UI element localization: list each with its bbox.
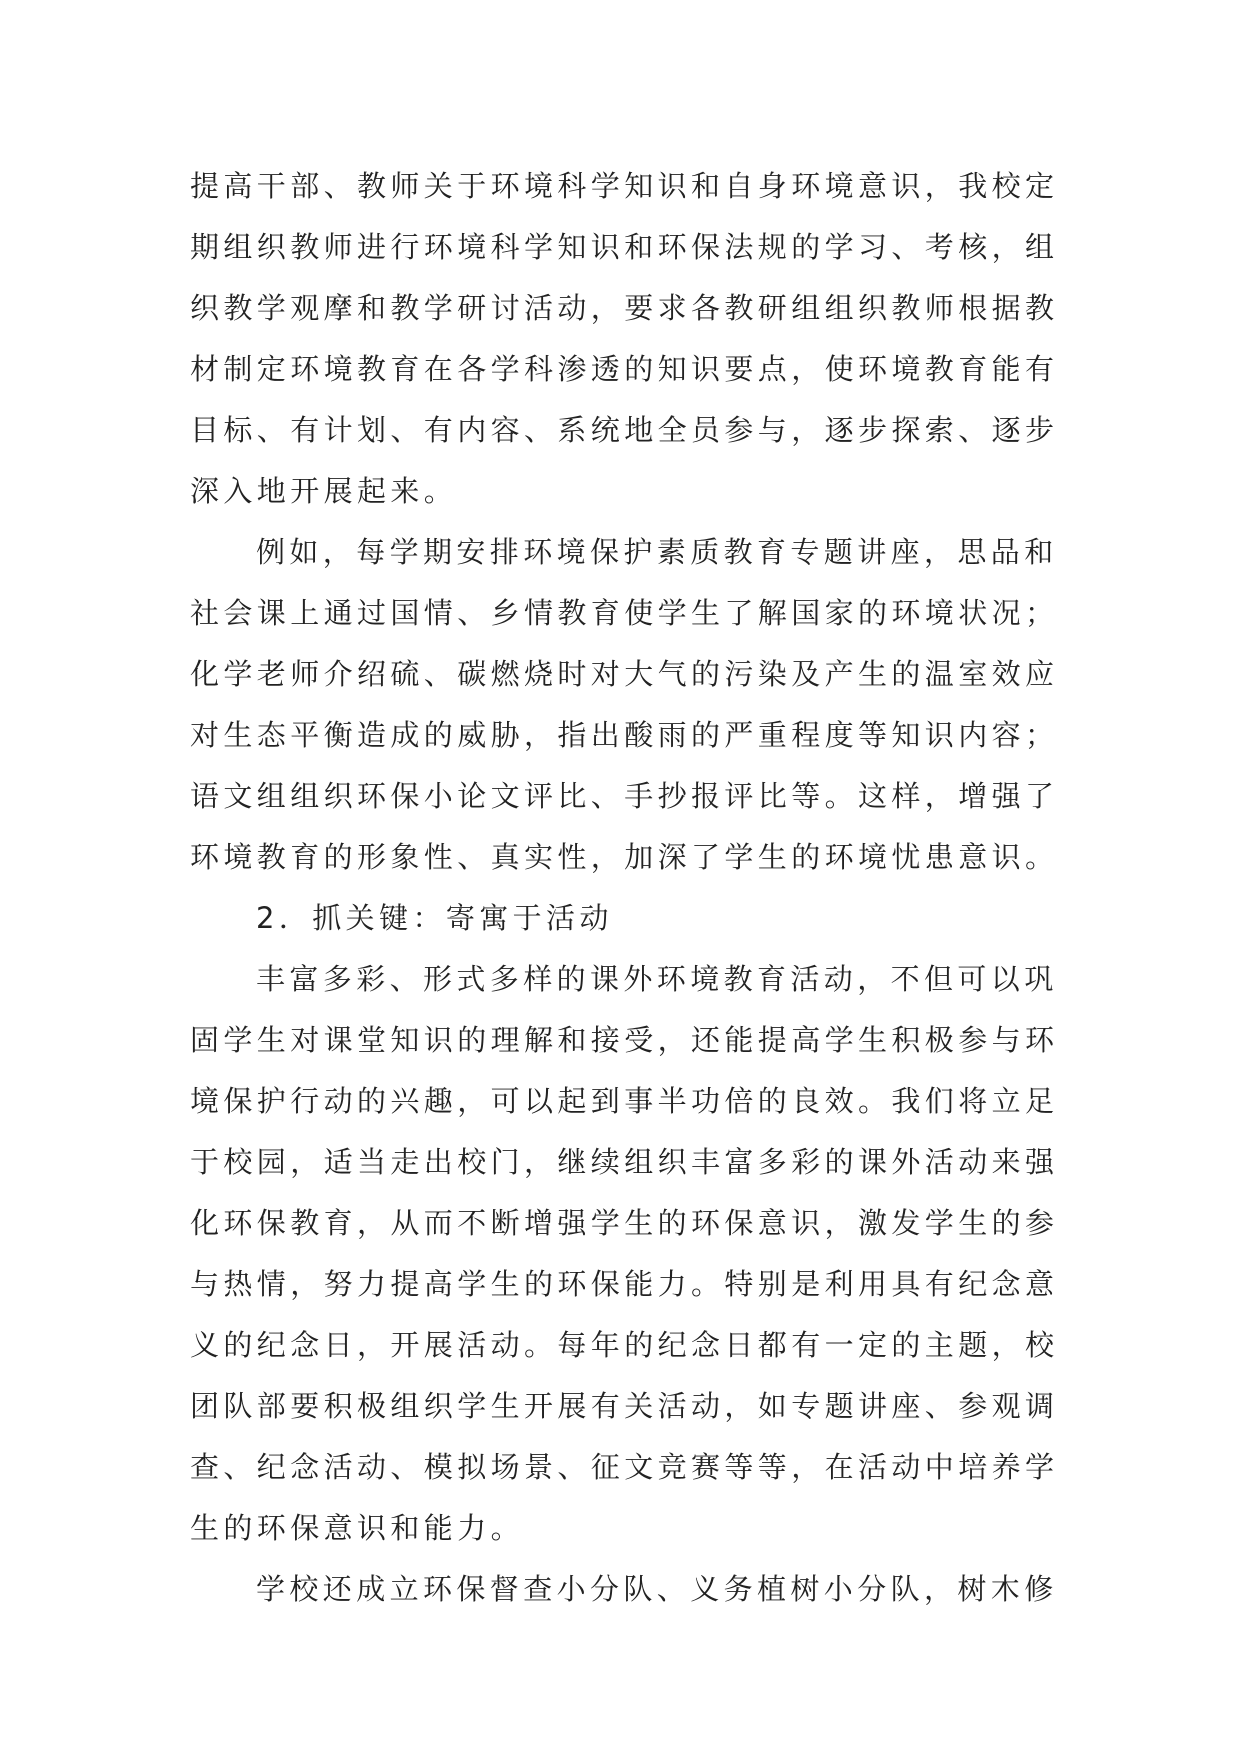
text-line: 生的环保意识和能力。 bbox=[190, 1511, 525, 1545]
text-line: 查、纪念活动、模拟场景、征文竞赛等等，在活动中培养学 bbox=[190, 1450, 1059, 1484]
text-line: 社会课上通过国情、乡情教育使学生了解国家的环境状况； bbox=[190, 596, 1059, 630]
text-line: 团队部要积极组织学生开展有关活动，如专题讲座、参观调 bbox=[190, 1389, 1059, 1423]
text-line: 境保护行动的兴趣，可以起到事半功倍的良效。我们将立足 bbox=[190, 1084, 1059, 1118]
text-line: 深入地开展起来。 bbox=[190, 474, 458, 508]
text-line: 义的纪念日，开展活动。每年的纪念日都有一定的主题，校 bbox=[190, 1328, 1059, 1362]
text-line: 材制定环境教育在各学科渗透的知识要点，使环境教育能有 bbox=[190, 352, 1059, 386]
document-body bbox=[190, 156, 1060, 1620]
text-line: 目标、有计划、有内容、系统地全员参与，逐步探索、逐步 bbox=[190, 413, 1059, 447]
text-line: 与热情，努力提高学生的环保能力。特别是利用具有纪念意 bbox=[190, 1267, 1059, 1301]
text-line: 学校还成立环保督查小分队、义务植树小分队，树木修 bbox=[256, 1572, 1058, 1606]
text-line: 2．抓关键：寄寓于活动 bbox=[256, 901, 613, 935]
text-line: 于校园，适当走出校门，继续组织丰富多彩的课外活动来强 bbox=[190, 1145, 1059, 1179]
text-line: 语文组组织环保小论文评比、手抄报评比等。这样，增强了 bbox=[190, 779, 1059, 813]
text-line: 固学生对课堂知识的理解和接受，还能提高学生积极参与环 bbox=[190, 1023, 1059, 1057]
text-line: 化环保教育，从而不断增强学生的环保意识，激发学生的参 bbox=[190, 1206, 1059, 1240]
text-line: 对生态平衡造成的威胁，指出酸雨的严重程度等知识内容； bbox=[190, 718, 1059, 752]
text-line: 环境教育的形象性、真实性，加深了学生的环境忧患意识。 bbox=[190, 840, 1059, 874]
text-line: 丰富多彩、形式多样的课外环境教育活动，不但可以巩 bbox=[256, 962, 1058, 996]
text-line: 化学老师介绍硫、碳燃烧时对大气的污染及产生的温室效应 bbox=[190, 657, 1059, 691]
text-line: 提高干部、教师关于环境科学知识和自身环境意识，我校定 bbox=[190, 169, 1059, 203]
text-line: 例如，每学期安排环境保护素质教育专题讲座，思品和 bbox=[256, 535, 1058, 569]
text-line: 织教学观摩和教学研讨活动，要求各教研组组织教师根据教 bbox=[190, 291, 1059, 325]
text-line: 期组织教师进行环境科学知识和环保法规的学习、考核，组 bbox=[190, 230, 1059, 264]
